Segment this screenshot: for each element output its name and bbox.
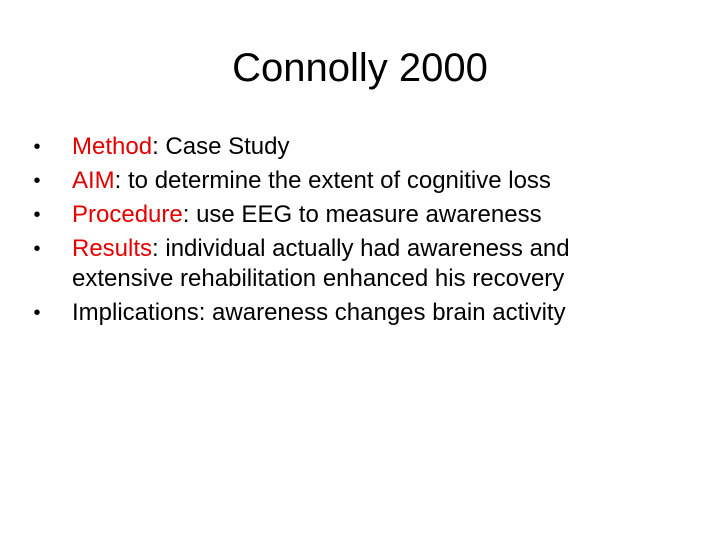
slide-title: Connolly 2000 — [232, 46, 488, 90]
bullet-item-aim — [0, 166, 720, 196]
bullet-text: : individual actually had awareness and — [152, 235, 570, 262]
bullet-continuation: extensive rehabilitation enhanced his recovery — [72, 265, 565, 292]
bullet-line — [72, 234, 700, 264]
bullet-icon: • — [33, 136, 41, 158]
bullet-line — [72, 298, 700, 328]
bullet-icon: • — [33, 302, 41, 324]
bullet-icon: • — [33, 170, 41, 192]
bullet-text: : Case Study — [152, 133, 290, 160]
bullet-keyword: Results — [72, 235, 153, 262]
bullet-item-procedure — [0, 200, 720, 230]
bullet-icon: • — [33, 238, 41, 260]
bullet-keyword: AIM — [72, 167, 115, 194]
bullet-line — [72, 166, 700, 196]
bullet-icon: • — [33, 204, 41, 226]
bullet-text: Implications: awareness changes brain activity — [72, 299, 566, 326]
bullet-line — [72, 132, 700, 162]
bullet-keyword: Method — [72, 133, 153, 160]
bullet-text: : use EEG to measure awareness — [182, 201, 542, 228]
bullet-list — [0, 132, 720, 332]
bullet-line — [72, 200, 700, 230]
bullet-item-results — [0, 234, 720, 294]
bullet-item-method — [0, 132, 720, 162]
bullet-text: : to determine the extent of cognitive loss — [114, 167, 551, 194]
bullet-keyword: Procedure — [72, 201, 183, 228]
bullet-item-implications — [0, 298, 720, 328]
